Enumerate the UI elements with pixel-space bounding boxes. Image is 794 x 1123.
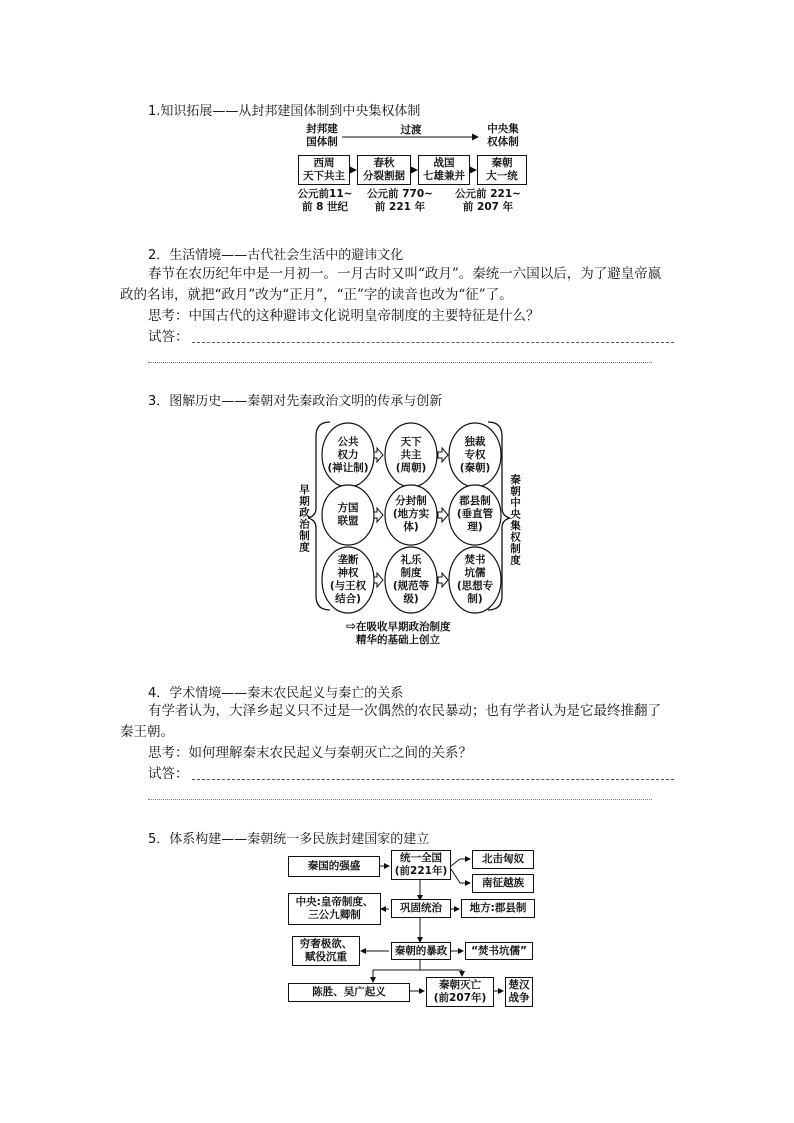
legend-hollow-arrow-icon: ⇨ — [346, 619, 357, 633]
flow-south-yue: 南征越族 — [472, 874, 534, 893]
flow-consolidate-rule: 巩固统治 — [391, 899, 451, 918]
flow-north-xiongnu: 北击匈奴 — [472, 850, 534, 869]
centralized-system-label: 中央集 权体制 — [487, 123, 519, 148]
date-western-zhou: 公元前11~ 前 8 世纪 — [297, 188, 353, 213]
flow-central-system: 中央:皇帝制度、 三公九卿制 — [288, 893, 381, 925]
date-qin: 公元前 221~ 前 207 年 — [455, 188, 521, 213]
cell-common-lord: 天下 共主 (周朝) — [395, 436, 427, 474]
cell-burning-books: 焚书 坑儒 (思想专 制) — [456, 554, 494, 605]
section-3-heading: 3．图解历史——秦朝对先秦政治文明的传承与创新 — [148, 394, 443, 409]
flow-luxury-heavy-tax: 穷奢极欲、 赋役沉重 — [292, 936, 360, 966]
cell-prefecture-county: 郡县制 (垂直管 理) — [456, 495, 494, 533]
cell-public-power: 公共 权力 (禅让制) — [327, 436, 369, 474]
flow-chu-han-war: 楚汉 战争 — [505, 977, 533, 1007]
transition-label: 过渡 — [400, 124, 422, 136]
cell-enfeoffment: 分封制 (地方实 体) — [392, 495, 430, 533]
feudal-system-label: 封邦建 国体制 — [306, 123, 338, 148]
section-4-heading: 4．学术情境——秦末农民起义与秦亡的关系 — [148, 686, 404, 701]
early-political-system-label: 早期政治制度 — [298, 483, 310, 553]
qin-centralized-system-label: 秦朝中央集权制度 — [509, 474, 521, 566]
cell-divine-power: 垄断 神权 (与王权 结合) — [329, 554, 367, 605]
flow-local-system: 地方:郡县制 — [461, 899, 535, 918]
timeline-box-spring-autumn: 春秋 分裂割据 — [357, 155, 411, 185]
flow-chen-wu-uprising: 陈胜、吴广起义 — [288, 983, 410, 1002]
date-spring-autumn: 公元前 770~ 前 221 年 — [367, 188, 433, 213]
section-1-heading: 1.知识拓展——从封邦建国体制到中央集权体制 — [148, 104, 421, 119]
section-2-answer-label: 试答： — [148, 329, 189, 345]
section-2-question: 思考：中国古代的这种避讳文化说明皇帝制度的主要特征是什么？ — [148, 308, 540, 324]
flow-qin-strong: 秦国的强盛 — [288, 856, 380, 877]
cell-autocracy: 独裁 专权 (秦朝) — [459, 436, 491, 474]
flow-unify-country: 统一全国 (前221年) — [391, 850, 451, 880]
timeline-box-qin: 秦朝 大一统 — [477, 155, 527, 185]
section-2-paragraph: 春节在农历纪年中是一月初一。一月古时又叫“政月”。秦统一六国以后，为了避皇帝嬴政的名讳，就把“政月”改为“正月”，“正”字的读音也改为“征”了。 — [120, 266, 662, 303]
flow-burning-books: “焚书坑儒” — [465, 942, 533, 960]
section-5-heading: 5．体系构建——秦朝统一多民族封建国家的建立 — [148, 832, 430, 847]
flow-qin-fall: 秦朝灭亡 (前207年) — [426, 977, 494, 1007]
timeline-box-warring-states: 战国 七雄兼并 — [418, 155, 470, 185]
timeline-box-western-zhou: 西周 天下共主 — [298, 155, 350, 185]
section-4-answer-label: 试答： — [148, 766, 189, 782]
section-2-heading: 2．生活情境——古代社会生活中的避讳文化 — [148, 248, 404, 263]
section-4-paragraph: 有学者认为，大泽乡起义只不过是一次偶然的农民暴动；也有学者认为是它最终推翻了秦王朝。 — [120, 703, 661, 740]
flow-qin-tyranny: 秦朝的暴政 — [391, 942, 451, 960]
section-4-question: 思考：如何理解秦末农民起义与秦朝灭亡之间的关系？ — [148, 745, 472, 761]
legend-text: 在吸收早期政治制度 精华的基础上创立 — [356, 621, 451, 646]
cell-rites-music: 礼乐 制度 (规范等 级) — [392, 554, 430, 605]
cell-state-alliance: 方国 联盟 — [337, 502, 359, 527]
